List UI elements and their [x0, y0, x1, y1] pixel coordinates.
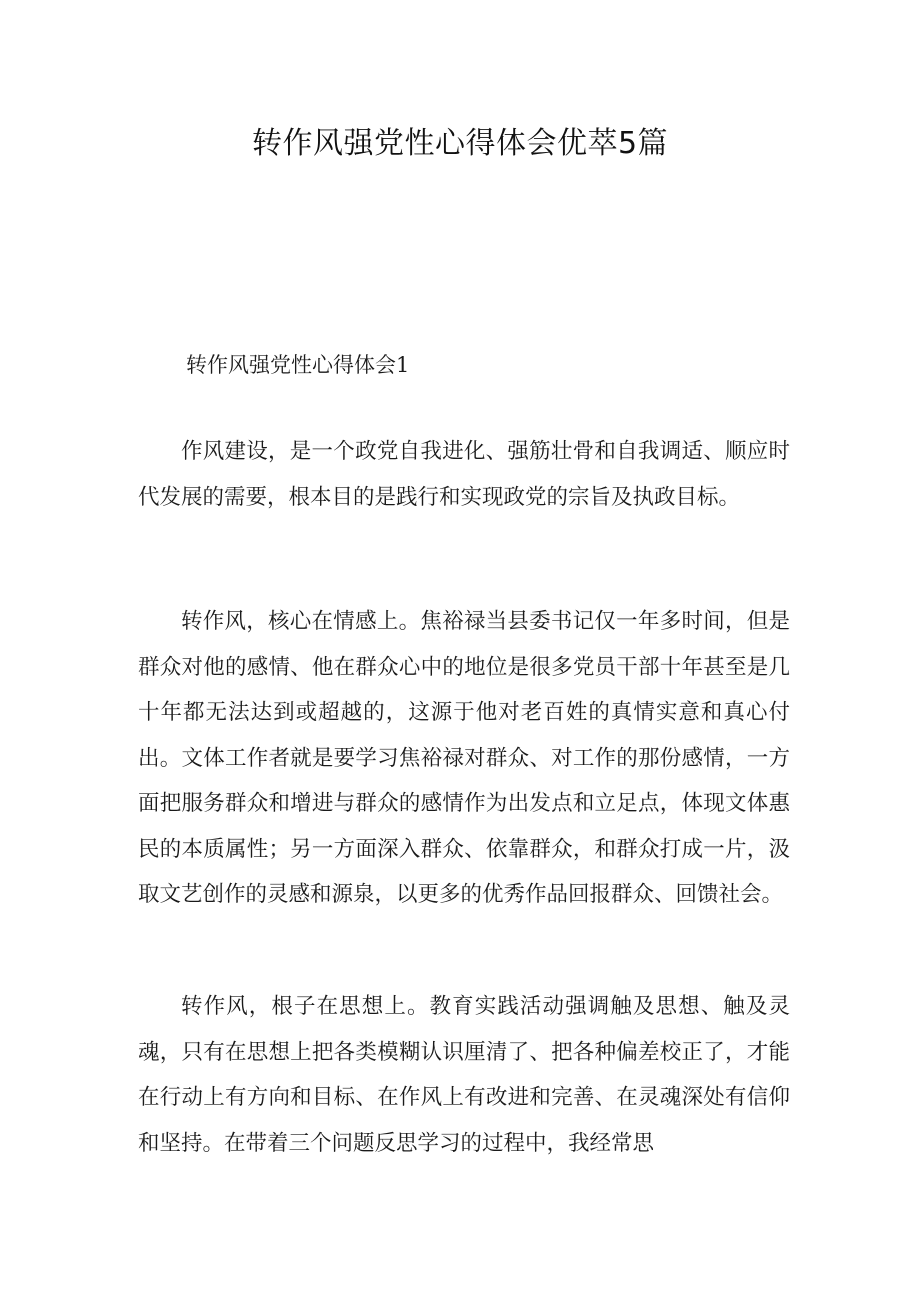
paragraph-2: 转作风，核心在情感上。焦裕禄当县委书记仅一年多时间，但是群众对他的感情、他在群众心中的地位是很多党员干部十年甚至是几十年都无法达到或超越的，这源于他对老百姓的真情实意和真心付出。文体工作者就是要学习焦裕禄对群众、对工作的那份感情，一方面把服务群众和增进与群众的感情作为出发点和立足点，体现文体惠民的本质属性；另一方面深入群众、依靠群众，和群众打成一片，汲取文艺创作的灵感和源泉，以更多的优秀作品回报群众、回馈社会。: [138, 609, 790, 907]
section-heading: 转作风强党性心得体会1: [186, 353, 410, 377]
document-title: 转作风强党性心得体会优萃5篇: [251, 126, 669, 161]
paragraph-3: 转作风，根子在思想上。教育实践活动强调触及思想、触及灵魂，只有在思想上把各类模糊认识厘清了、把各种偏差校正了，才能在行动上有方向和目标、在作风上有改进和完善、在灵魂深处有信仰和坚持。在带着三个问题反思学习的过程中，我经常思: [138, 994, 790, 1156]
paragraph-1: 作风建设，是一个政党自我进化、强筋壮骨和自我调适、顺应时代发展的需要，根本目的是践行和实现政党的宗旨及执政目标。: [138, 439, 790, 510]
